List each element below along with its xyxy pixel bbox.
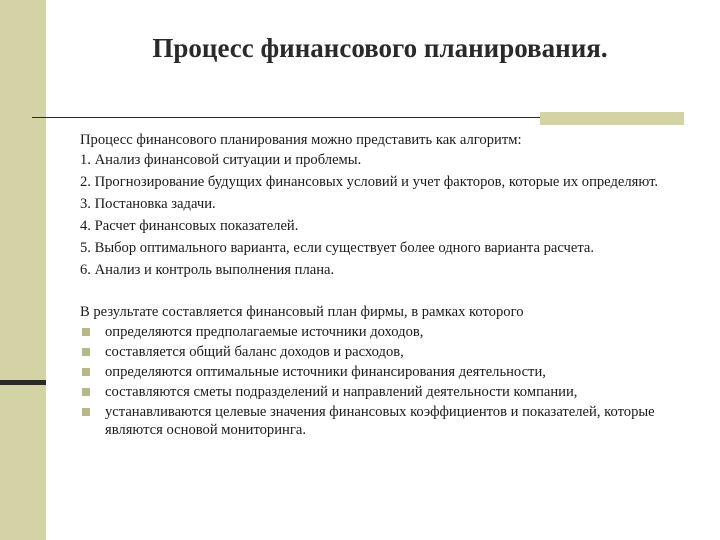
square-bullet-icon <box>82 408 90 416</box>
bullet-item <box>80 343 690 361</box>
square-bullet-icon <box>82 388 90 396</box>
bullet-text: составляется общий баланс доходов и расходов, <box>105 344 404 360</box>
bullet-item <box>80 323 690 341</box>
title-divider-block <box>540 112 684 125</box>
square-bullet-icon <box>82 348 90 356</box>
slide-title: Процесс финансового планирования. <box>152 33 608 63</box>
intro-text: Процесс финансового планирования можно представить как алгоритм: <box>80 132 522 148</box>
step-item: 4. Расчет финансовых показателей. <box>80 218 299 234</box>
step-item: 5. Выбор оптимального варианта, если существует более одного варианта расчета. <box>80 240 595 256</box>
bullet-item <box>80 363 690 381</box>
plan-bullets-list <box>80 323 690 439</box>
left-accent-bar <box>0 0 46 540</box>
bullet-text: составляются сметы подразделений и направлений деятельности компании, <box>105 384 578 400</box>
step-item: 6. Анализ и контроль выполнения плана. <box>80 262 335 278</box>
square-bullet-icon <box>82 368 90 376</box>
algorithm-steps-list <box>80 151 690 279</box>
bullet-text: определяются оптимальные источники финансирования деятельности, <box>105 364 546 380</box>
bullet-item <box>80 383 690 401</box>
slide-body <box>80 131 690 441</box>
square-bullet-icon <box>82 328 90 336</box>
bullet-text: определяются предполагаемые источники доходов, <box>105 324 424 340</box>
bullet-item <box>80 403 690 439</box>
result-intro-text: В результате составляется финансовый план фирмы, в рамках которого <box>80 304 524 320</box>
step-item: 2. Прогнозирование будущих финансовых условий и учет факторов, которые их определяют. <box>80 174 658 190</box>
step-item: 3. Постановка задачи. <box>80 196 216 212</box>
bullet-text: устанавливаются целевые значения финансовых коэффициентов и показателей, которые являются основой мониторинга. <box>105 404 655 438</box>
left-accent-divider <box>0 380 46 385</box>
step-item: 1. Анализ финансовой ситуации и проблемы. <box>80 152 362 168</box>
